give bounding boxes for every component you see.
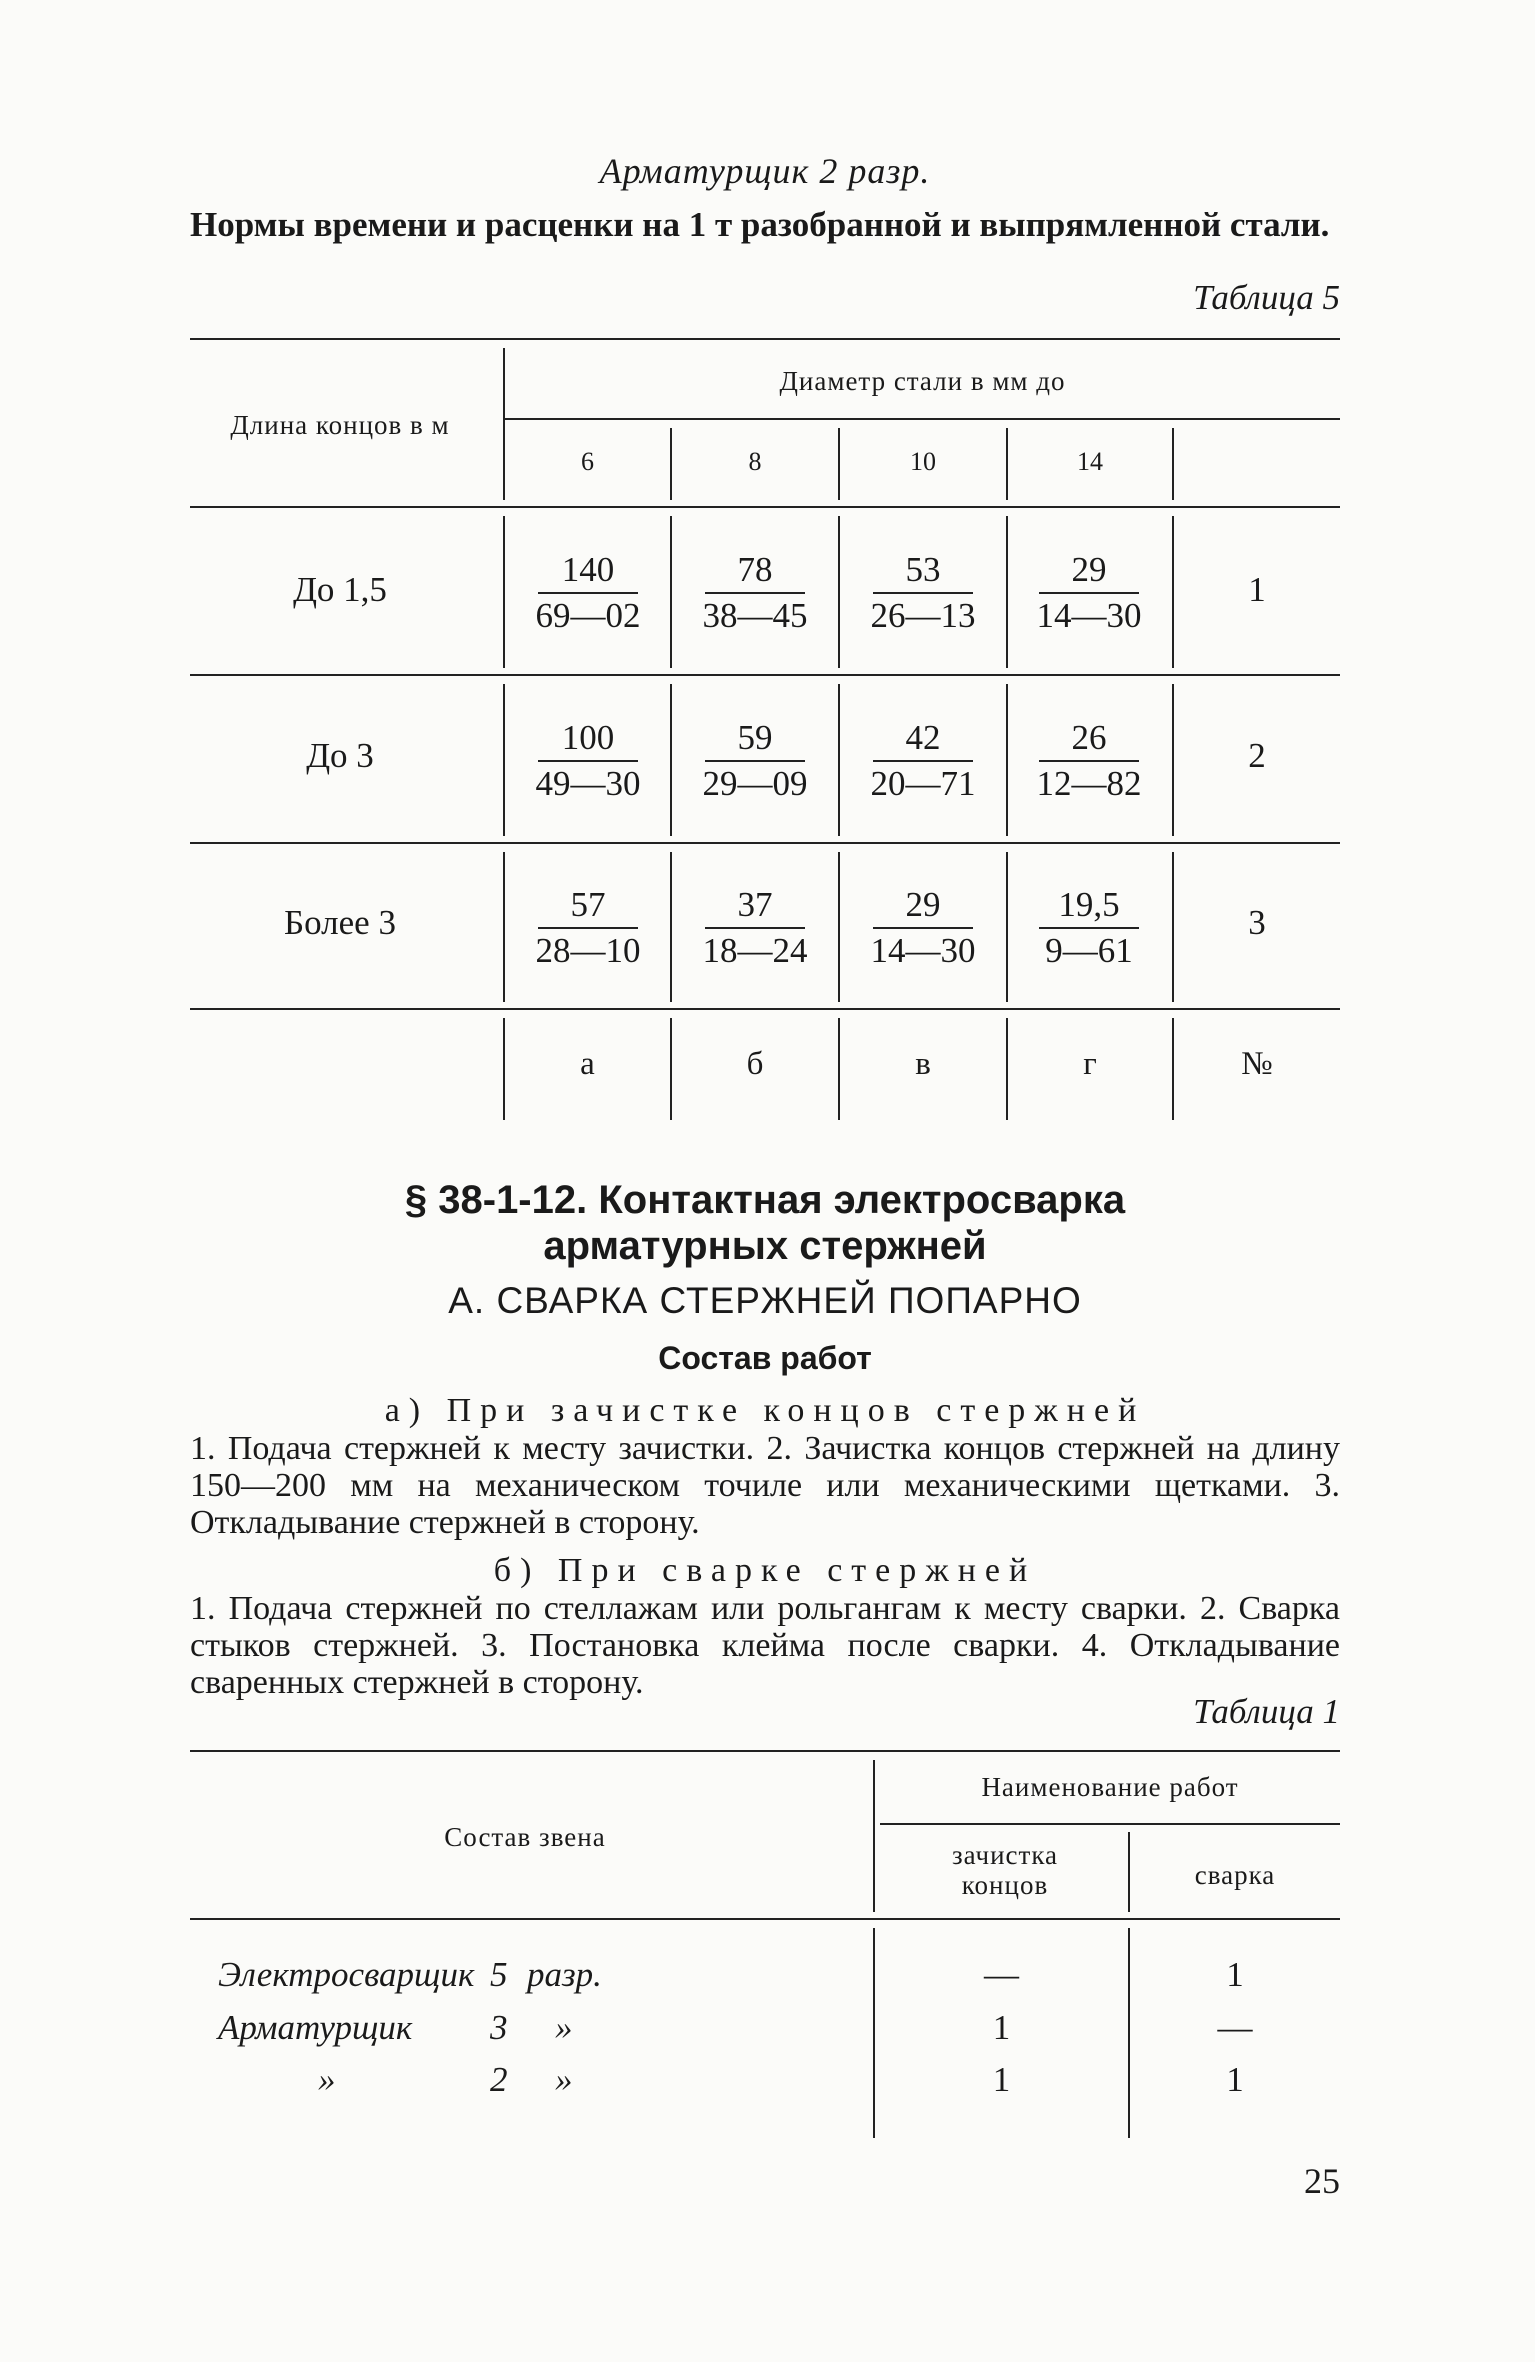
norm-cell: 42 20—71	[870, 718, 976, 803]
page-number: 25	[1304, 2161, 1340, 2201]
norm-cell: 100 49—30	[535, 718, 641, 803]
crew-grade: 5	[490, 1955, 508, 1994]
crew-unit: »	[555, 2060, 573, 2099]
crew-grade: 3	[490, 2008, 508, 2047]
norm-cell: 53 26—13	[870, 550, 976, 635]
col-letter: б	[746, 1046, 764, 1082]
table5-row-header: Длина концов в м	[230, 410, 450, 440]
welding-value: 1	[1226, 2060, 1244, 2099]
norm-cell: 29 14—30	[1036, 550, 1142, 635]
table5-label: Таблица 5	[1193, 278, 1340, 317]
row-label: До 1,5	[293, 570, 387, 609]
row-number: 2	[1248, 736, 1266, 775]
col-letter: г	[1083, 1046, 1097, 1082]
norm-cell: 78 38—45	[702, 550, 808, 635]
table1-label: Таблица 1	[1193, 1692, 1340, 1731]
row-number: 3	[1248, 903, 1266, 942]
works-a-text: 1. Подача стержней к месту зачистки. 2. Зачистка концов стержней на длину 150—200 мм на механическом точиле или механическими щетками. 3. Откладывание стержней в сторону.	[190, 1430, 1340, 1541]
norm-cell: 140 69—02	[535, 550, 641, 635]
norm-cell: 29 14—30	[870, 885, 976, 970]
diameter-header: 10	[910, 447, 936, 476]
section-subtitle: А. СВАРКА СТЕРЖНЕЙ ПОПАРНО	[448, 1280, 1082, 1321]
role-heading: Арматурщик 2 разр.	[599, 151, 931, 191]
diameter-header: 14	[1077, 447, 1103, 476]
crew-role: »	[318, 2060, 336, 2099]
row-number: 1	[1248, 570, 1266, 609]
table1-group-header: Наименование работ	[981, 1772, 1239, 1802]
norm-cell: 59 29—09	[702, 718, 808, 803]
works-a-heading: а) При зачистке концов стержней	[384, 1392, 1146, 1429]
table1-col1-header: Состав звена	[444, 1822, 606, 1852]
diameter-header: 8	[748, 447, 762, 476]
row-label: До 3	[306, 736, 374, 775]
num-label: №	[1241, 1046, 1273, 1082]
cleaning-value: 1	[992, 2060, 1011, 2099]
works-b-heading: б) При сварке стержней	[493, 1552, 1037, 1589]
table1-sub-header: сварка	[1194, 1860, 1276, 1890]
col-letter: а	[580, 1046, 595, 1082]
works-title: Состав работ	[658, 1340, 872, 1376]
section-title-line2: арматурных стержней	[543, 1224, 987, 1268]
crew-role: Электросварщик	[218, 1955, 475, 1994]
crew-role: Арматурщик	[218, 2008, 413, 2047]
norm-title: Нормы времени и расценки на 1 т разобранной и выпрямленной стали.	[190, 205, 1330, 244]
works-b-text: 1. Подача стержней по стеллажам или рольгангам к месту сварки. 2. Сварка стыков стержней. 3. Постановка клейма после сварки. 4. Откладывание сваренных стержней в сторону.	[190, 1590, 1340, 1701]
norm-cell: 57 28—10	[535, 885, 641, 970]
norm-cell: 37 18—24	[702, 885, 808, 970]
norm-cell: 19,5 9—61	[1033, 883, 1145, 973]
diameter-header: 6	[581, 447, 594, 476]
cleaning-value: —	[984, 1955, 1019, 1994]
crew-unit: разр.	[527, 1955, 602, 1994]
section-title: § 38-1-12. Контактная электросварка	[404, 1178, 1126, 1222]
col-letter: в	[915, 1046, 931, 1082]
table5-col-group-header: Диаметр стали в мм до	[779, 366, 1066, 396]
cleaning-value: 1	[992, 2008, 1011, 2047]
table1-sub-header: зачистка концов	[951, 1840, 1059, 1900]
welding-value: 1	[1226, 1955, 1244, 1994]
row-label: Более 3	[284, 903, 396, 942]
crew-grade: 2	[490, 2060, 508, 2099]
crew-unit: »	[555, 2008, 573, 2047]
norm-cell: 26 12—82	[1036, 718, 1142, 803]
welding-value: —	[1217, 2008, 1253, 2047]
